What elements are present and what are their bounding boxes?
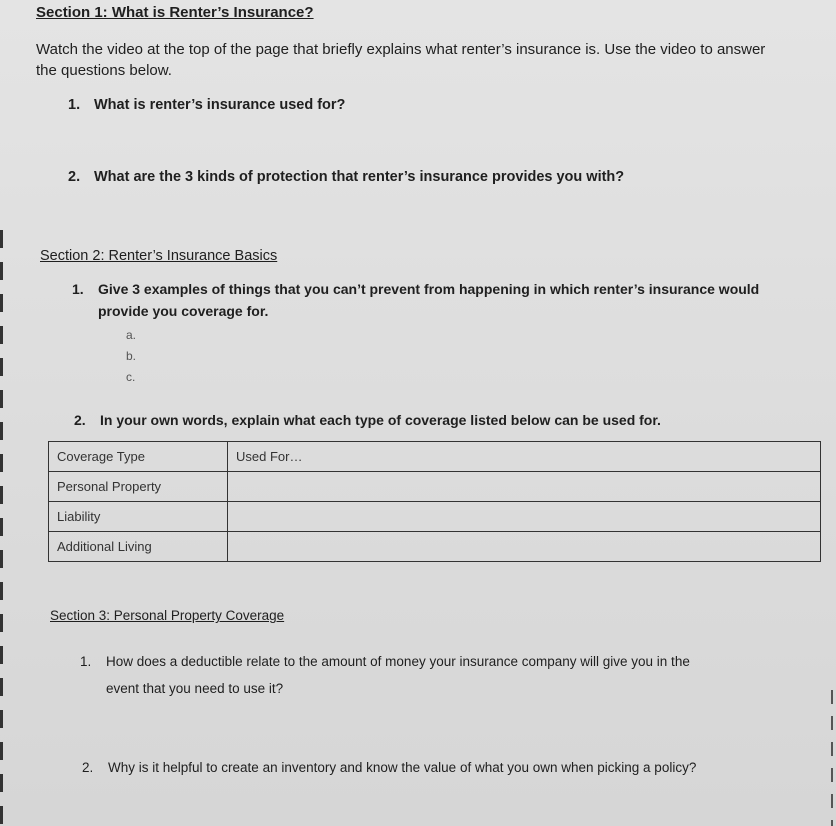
page-edge-right [831,690,833,826]
question-text: Why is it helpful to create an inventory and know the value of what you own when picking a policy? [108,760,697,775]
table-row [49,532,821,562]
answer-item-a: a. [126,328,137,342]
section-1-intro-line-2: the questions below. [36,62,172,79]
answer-item-c: c. [126,370,136,384]
question-number: 2. [68,169,81,185]
table-header-row [49,442,821,472]
section-2-heading: Section 2: Renter’s Insurance Basics [40,248,278,264]
section-2-question-1-line-2: provide you coverage for. [98,303,269,319]
question-text-line-1: Give 3 examples of things that you can’t prevent from happening in which renter’s insurance would [98,281,760,297]
section-2-question-1 [72,281,759,297]
question-text-line-1: How does a deductible relate to the amount of money your insurance company will give you in the [106,654,690,669]
question-number: 1. [80,654,92,669]
table-row [49,472,821,502]
question-text: What is renter’s insurance used for? [94,97,346,113]
table-row [49,502,821,532]
section-1-heading: Section 1: What is Renter’s Insurance? [36,4,314,21]
question-number: 1. [72,281,84,297]
section-3-question-2 [82,760,696,775]
section-3-heading: Section 3: Personal Property Coverage [50,608,285,623]
header-used-for: Used For… [228,442,821,472]
header-coverage-type: Coverage Type [49,442,228,472]
question-text: In your own words, explain what each type of coverage listed below can be used for. [100,412,661,428]
page-edge-left [0,230,3,826]
section-1-question-2 [68,169,624,185]
question-number: 1. [68,97,81,113]
question-number: 2. [82,760,94,775]
question-number: 2. [74,412,86,428]
section-3-question-1-line-2: event that you need to use it? [106,681,284,696]
question-text: What are the 3 kinds of protection that renter’s insurance provides you with? [94,169,625,185]
section-2-question-2 [74,412,661,428]
coverage-personal-property: Personal Property [49,472,228,502]
section-3-question-1 [80,654,690,669]
answer-cell[interactable] [228,532,821,562]
answer-cell[interactable] [228,502,821,532]
answer-cell[interactable] [228,472,821,502]
section-1-intro-line-1: Watch the video at the top of the page that briefly explains what renter’s insurance is. Use the video to answer [36,41,766,58]
section-1-question-1 [68,97,345,113]
coverage-liability: Liability [49,502,228,532]
answer-item-b: b. [126,349,137,363]
coverage-additional-living: Additional Living [49,532,228,562]
coverage-table [48,441,821,562]
